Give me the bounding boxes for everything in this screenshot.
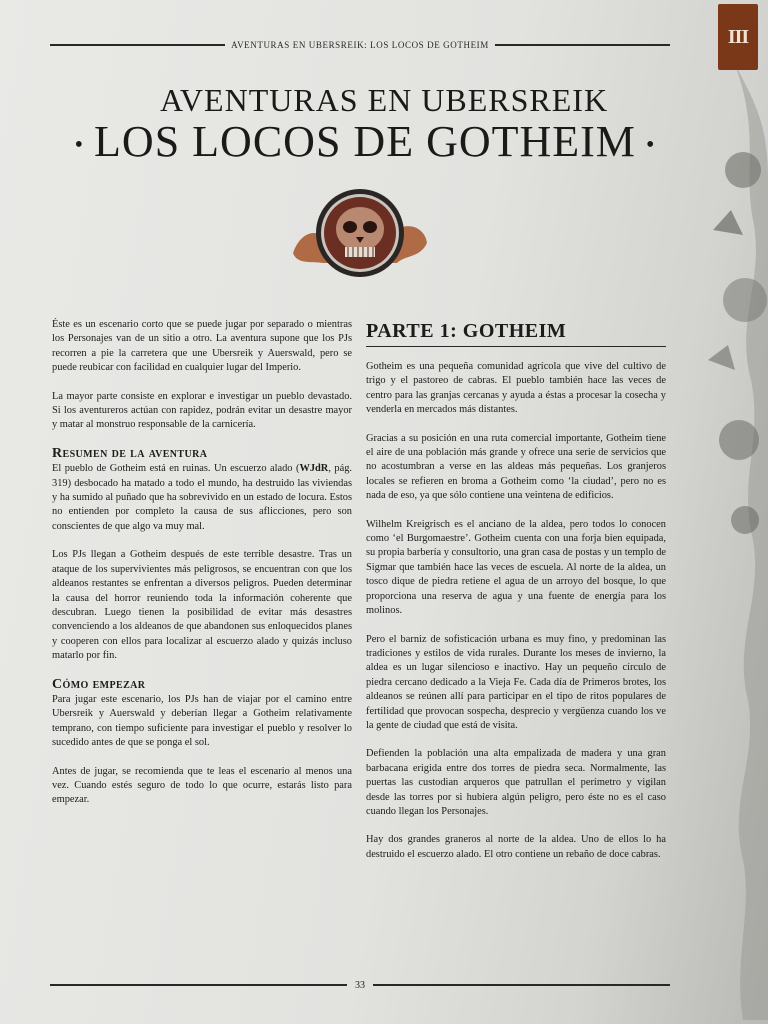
skull-emblem bbox=[285, 183, 435, 283]
resumen-paragraph: Los PJs llegan a Gotheim después de este terrible desastre. Tras un ataque de los supervivientes más peligrosos, se encuentran con que los aldeanos restantes se enfrentan a diversos peligros. Pueden determinar la causa del horror reuniendo toda la información coherente que descubran. Luego tienen la posibilidad de evitar más desastres convenciendo a los aldeanos de que abandonen sus enloquecidos planes y cooperen con ellos para localizar al escuerzo alado y quizás incluso matarlo por fin. bbox=[52, 549, 352, 662]
header-rule-left bbox=[50, 44, 225, 46]
resumen-text: El pueblo de Gotheim está en ruinas. Un escuerzo alado ( bbox=[52, 463, 300, 475]
gotheim-paragraph: Pero el barniz de sofisticación urbana es muy fino, y predominan las tradiciones y estilos de vida rurales. Durante los meses de invierno, la aldea es un lugar silencioso e inactivo. Hay un pequeño círculo de piedra cercano dedicado a la Vieja Fe. Cada día de Primeros brotes, los aldeanos se reúnen allí para participar en el tipo de ritos populares de fertilidad que provocan sospecha, desprecio y vergüenza cuando los ve la gente de ciudad que está de visita. bbox=[366, 633, 666, 731]
resumen-paragraph bbox=[52, 462, 352, 534]
running-head-text: AVENTURAS EN UBERSREIK: LOS LOCOS DE GOTHEIM bbox=[231, 40, 489, 50]
resumen-heading: Resumen de la aventura bbox=[52, 445, 208, 461]
right-column bbox=[366, 360, 666, 876]
gotheim-paragraph: Wilhelm Kreigrisch es el anciano de la aldea, pero todos lo conocen como ‘el Burgomaestre’. Gotheim cuenta con una forja bien equipada, su propia barbería y consultorio, una gran casa de postas y un templo de Sigmar que también hace las veces de escuela. Al norte de la aldea, un tosco dique de piedra retiene el agua de un arroyo del bosque, lo que proporciona una reserva de agua y una fuente de energía para los molinos. bbox=[366, 518, 666, 617]
monster-border-illustration bbox=[673, 60, 768, 1020]
header-rule-right bbox=[495, 44, 670, 46]
empezar-paragraph: Para jugar este escenario, los PJs han de viajar por el camino entre Ubersreik y Auerswald y deberían llegar a Gotheim relativamente temprano, con tiempo suficiente para investigar el pueblo y resolver lo sucedido antes de que se ponga el sol. bbox=[52, 693, 352, 749]
footer-rule-left bbox=[50, 984, 347, 986]
footer-rule-right bbox=[373, 984, 670, 986]
left-column bbox=[52, 318, 352, 822]
title-line-2 bbox=[0, 116, 730, 167]
resumen-text: , pág. 319) desbocado ha matado a todo el mundo, ha destruido las viviendas y ha sumido al puñado que ha sobrevivido en un estado de locura. Estos no entienden por completo la causa de sus aflicciones, pero son conscientes de que algo va muy mal. bbox=[52, 463, 352, 532]
gotheim-paragraph: Hay dos grandes graneros al norte de la aldea. Uno de ellos lo ha destruido el escuerzo alado. El otro contiene un rebaño de doce cabras. bbox=[366, 834, 666, 860]
running-head bbox=[50, 38, 670, 52]
page-number: 33 bbox=[355, 979, 365, 991]
title-line-2-text: LOS LOCOS DE GOTHEIM bbox=[94, 117, 636, 166]
title-ornament-right: • bbox=[645, 132, 656, 159]
gotheim-paragraph: Defienden la población una alta empalizada de madera y una gran barbacana erigida entre dos torres de piedra seca. Normalmente, las puertas las custodian arqueros que patrullan el perímetro y vigilan desde las torres por si hubiera algún peligro, pero éste no es el caso cuando llegan los Personajes. bbox=[366, 748, 666, 817]
empezar-heading: Cómo empezar bbox=[52, 676, 146, 692]
gotheim-paragraph: Gracias a su posición en una ruta comercial importante, Gotheim tiene el aire de una población más grande y ofrece una serie de servicios que no acostumbran a verse en las aldeas más pequeñas. Los granjeros locales se refieren en broma a Gotheim como ‘la ciudad’, pero no es nada de eso, ya que sólo contiene una veintena de edificios. bbox=[366, 432, 666, 502]
intro-paragraph: La mayor parte consiste en explorar e investigar un pueblo devastado. Si los aventureros actúan con rapidez, podrán evitar un desastre mayor y matar al monstruo responsable de la carnicería. bbox=[52, 390, 352, 431]
intro-paragraph: Éste es un escenario corto que se puede jugar por separado o mientras los Personajes van de un sitio a otro. La aventura supone que los PJs recorren a pie la carretera que une Ubersreik y Auerswald, pero se puede reubicar con facilidad en cualquier lugar del Imperio. bbox=[52, 319, 352, 374]
section-heading-parte-1: PARTE 1: GOTHEIM bbox=[366, 320, 666, 347]
chapter-tab: III bbox=[718, 4, 758, 70]
empezar-paragraph: Antes de jugar, se recomienda que te leas el escenario al menos una vez. Cuando estés seguro de todo lo que ocurre, estarás listo para empezar. bbox=[52, 765, 352, 806]
page-footer bbox=[50, 978, 670, 992]
gotheim-paragraph: Gotheim es una pequeña comunidad agrícola que vive del cultivo de trigo y el pastoreo de cabras. El pueblo también hace las veces de centro para las granjas cercanas y ayuda a éstas a procesar la cosecha y venderla en mercados más distantes. bbox=[366, 361, 666, 416]
title-ornament-left: • bbox=[74, 132, 85, 159]
wjdr-reference: WJdR bbox=[299, 463, 329, 475]
title-line-1: AVENTURAS EN UBERSREIK bbox=[159, 82, 609, 118]
